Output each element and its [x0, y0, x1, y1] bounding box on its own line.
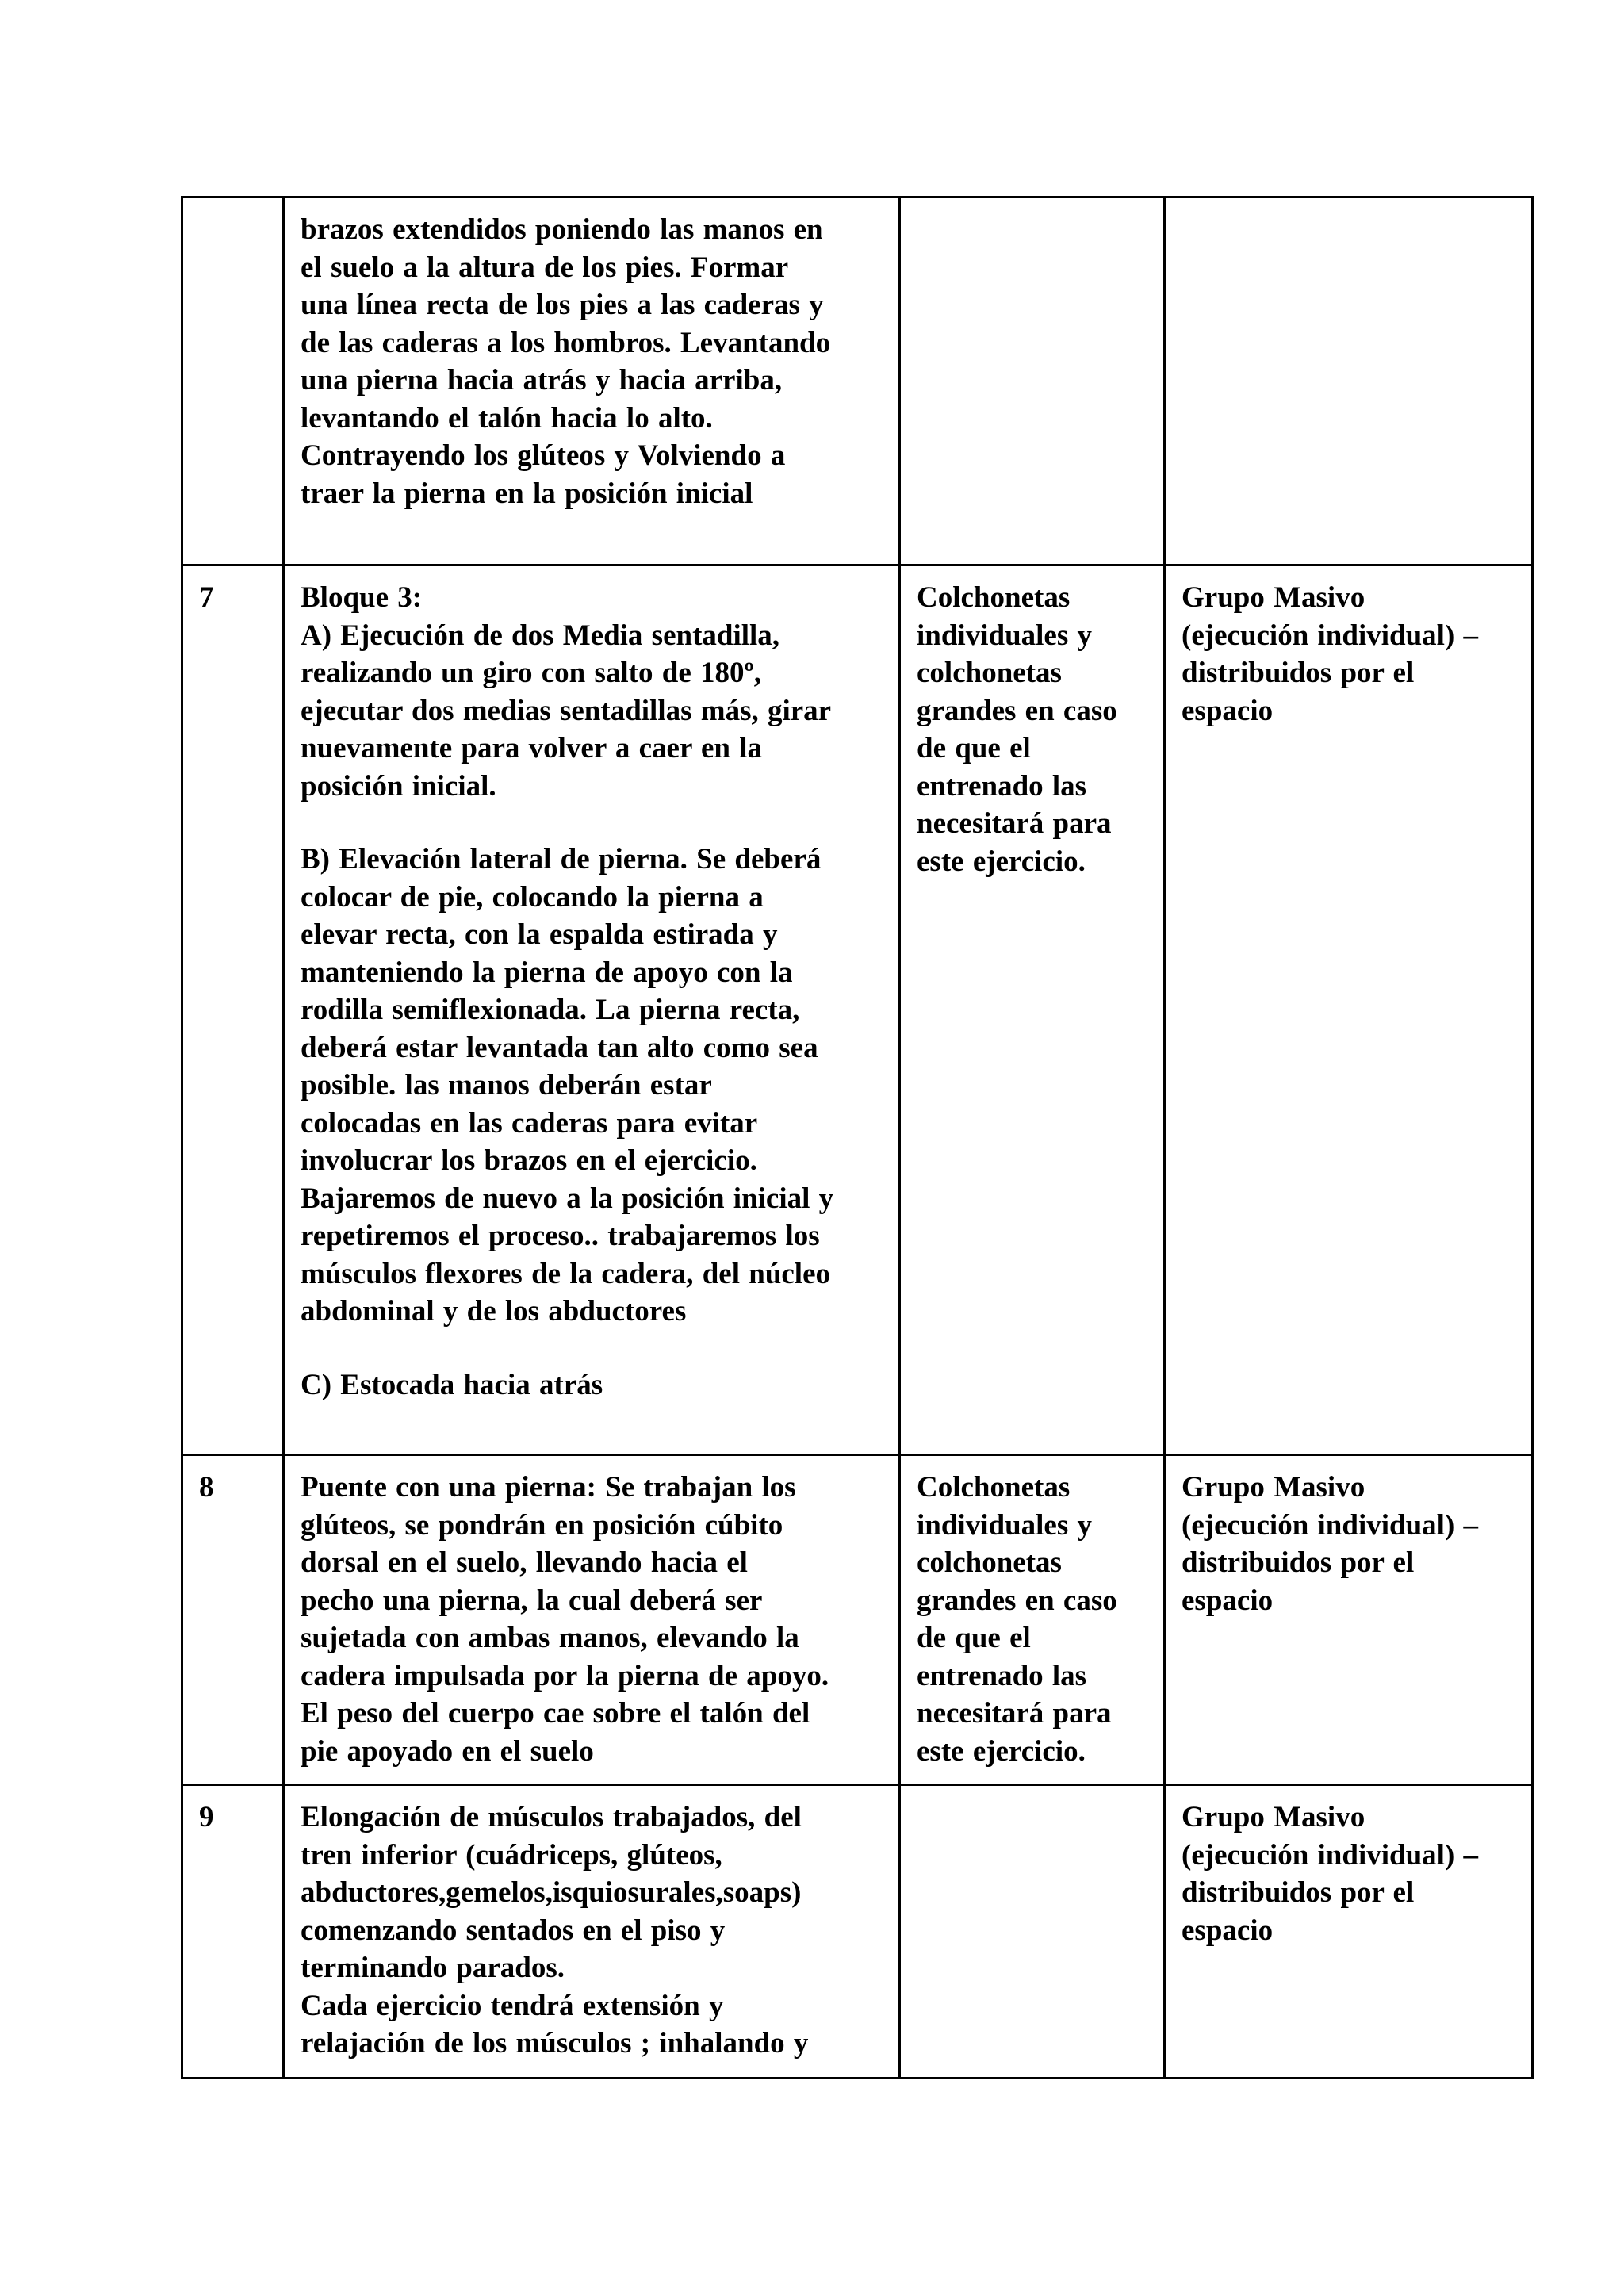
description-cell — [284, 565, 900, 1455]
table-row — [182, 565, 1533, 1455]
row-number-cell — [182, 197, 284, 565]
organization-cell: Grupo Masivo (ejecución individual) – distribuidos por el espacio — [1165, 1785, 1533, 2079]
materials-cell — [900, 197, 1165, 565]
organization-cell — [1165, 197, 1533, 565]
materials-cell — [900, 1785, 1165, 2079]
row-number-cell: 8 — [182, 1455, 284, 1785]
table-row — [182, 1455, 1533, 1785]
materials-cell: Colchonetas individuales y colchonetas grandes en caso de que el entrenado las necesitará para este ejercicio. — [900, 565, 1165, 1455]
table-row — [182, 197, 1533, 565]
organization-cell: Grupo Masivo (ejecución individual) – distribuidos por el espacio — [1165, 565, 1533, 1455]
description-paragraph: Puente con una pierna: Se trabajan los glúteos, se pondrán en posición cúbito dorsal en el suelo, llevando hacia el pecho una pierna, la cual deberá ser sujetada con ambas manos, elevando la cadera impulsada por la pierna de apoyo. El peso del cuerpo cae sobre el talón del pie apoyado en el suelo — [301, 1471, 829, 1768]
description-paragraph: Bloque 3: A) Ejecución de dos Media sentadilla, realizando un giro con salto de 180º, ejecutar dos medias sentadillas más, girar nuevamente para volver a caer en la posición inicial. — [301, 581, 832, 803]
description-cell — [284, 1455, 900, 1785]
description-paragraph: C) Estocada hacia atrás — [301, 1368, 603, 1401]
description-paragraph: brazos extendidos poniendo las manos en el suelo a la altura de los pies. Formar una línea recta de los pies a las caderas y de las caderas a los hombros. Levantando una pierna hacia atrás y hacia arriba, levantando el talón hacia lo alto. Contrayendo los glúteos y Volviendo a traer la pierna en la posición inicial — [301, 213, 831, 510]
description-cell — [284, 197, 900, 565]
organization-cell: Grupo Masivo (ejecución individual) – distribuidos por el espacio — [1165, 1455, 1533, 1785]
table-row — [182, 1785, 1533, 2079]
row-number-cell: 9 — [182, 1785, 284, 2079]
description-paragraph: Elongación de músculos trabajados, del tren inferior (cuádriceps, glúteos, abductores,gemelos,isquiosurales,soaps) comenzando sentados en el piso y terminando parados. Cada ejercicio tendrá extensión y relajación de los músculos ; inhalando y — [301, 1801, 809, 2059]
description-paragraph: B) Elevación lateral de pierna. Se deberá colocar de pie, colocando la pierna a elevar recta, con la espalda estirada y manteniendo la pierna de apoyo con la rodilla semiflexionada. La pierna recta, deberá estar levantada tan alto como sea posible. las manos deberán estar colocadas en las caderas para evitar involucrar los brazos en el ejercicio. Bajaremos de nuevo a la posición inicial y repetiremos el proceso.. trabajaremos los músculos flexores de la cadera, del núcleo abdominal y de los abductores — [301, 843, 834, 1328]
materials-cell: Colchonetas individuales y colchonetas grandes en caso de que el entrenado las necesitará para este ejercicio. — [900, 1455, 1165, 1785]
exercise-table — [181, 196, 1534, 2079]
description-cell — [284, 1785, 900, 2079]
row-number-cell: 7 — [182, 565, 284, 1455]
